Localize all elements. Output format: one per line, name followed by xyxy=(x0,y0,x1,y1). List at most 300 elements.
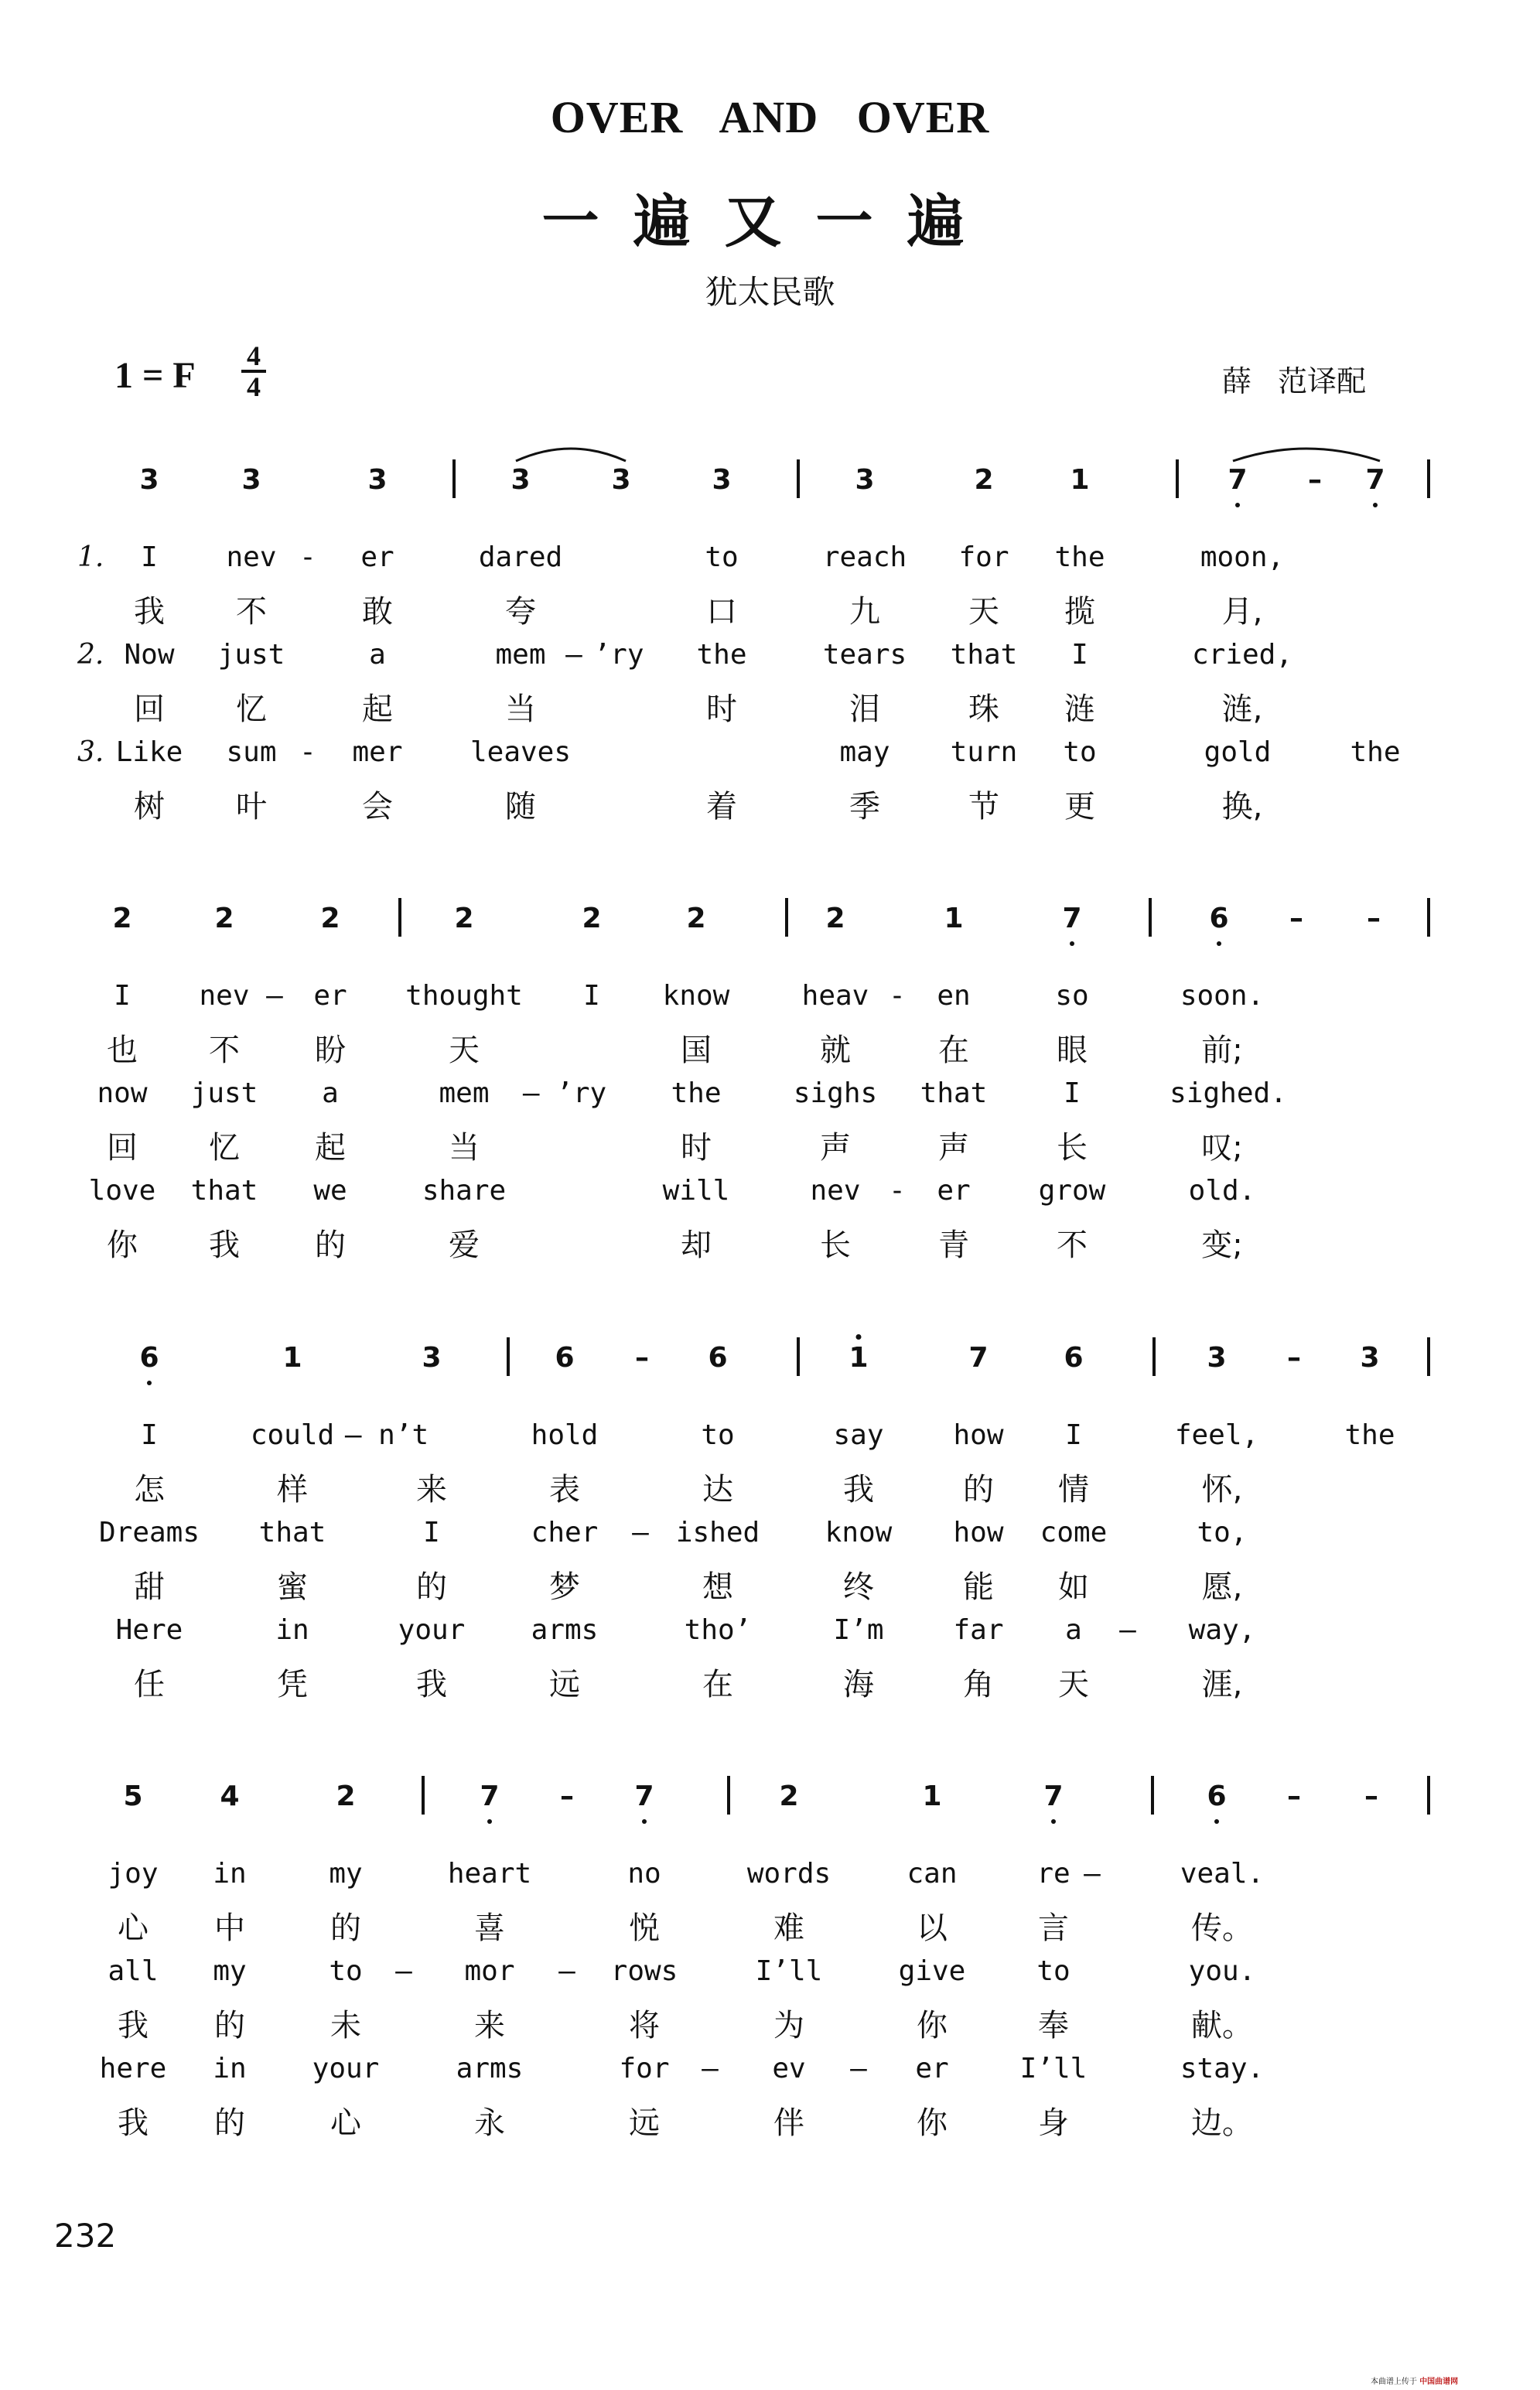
lyric-cn: 言 xyxy=(1038,1910,1069,1946)
lyric-en: thought xyxy=(405,980,523,1012)
lyric-cn: 时 xyxy=(706,691,737,727)
lyric-cn: 蜜 xyxy=(277,1569,308,1605)
song-title-english: OVER AND OVER xyxy=(550,92,990,142)
lyric-en: Dreams xyxy=(98,1517,200,1548)
lyric-en: know xyxy=(825,1517,893,1548)
lyric-cn: 树 xyxy=(134,789,165,825)
lyric-cn: 表 xyxy=(549,1472,580,1507)
lyric-cn: 我 xyxy=(118,2105,149,2141)
octave-dot-low xyxy=(1235,503,1240,507)
lyric-cn: 远 xyxy=(549,1667,580,1702)
lyric-cn: 声 xyxy=(938,1130,969,1166)
lyric-en: - xyxy=(889,980,906,1012)
lyric-en: – xyxy=(266,980,283,1012)
lyric-en: – xyxy=(850,2053,867,2084)
lyric-cn: 也 xyxy=(107,1033,138,1068)
lyric-en: sighs xyxy=(793,1077,878,1109)
lyric-en: I xyxy=(141,1419,158,1451)
lyric-en: nev xyxy=(810,1175,861,1207)
song-origin: 犹太民歌 xyxy=(705,273,835,311)
lyric-en: turn xyxy=(950,736,1018,768)
lyric-cn: 你 xyxy=(917,2008,948,2043)
note: 6 xyxy=(1207,1781,1227,1812)
lyric-en: a xyxy=(369,639,386,671)
lyric-cn: 月, xyxy=(1221,594,1263,630)
lyric-en: the xyxy=(696,639,747,671)
lyric-en: – xyxy=(395,1955,412,1987)
lyric-cn: 角 xyxy=(963,1667,994,1702)
lyric-en: Now xyxy=(124,639,175,671)
lyric-en: – xyxy=(702,2053,719,2084)
upload-footer xyxy=(1371,2375,1458,2386)
note: 2 xyxy=(336,1781,356,1812)
note: 3 xyxy=(1207,1342,1227,1374)
lyric-cn: 起 xyxy=(362,691,393,727)
lyric-cn: 忆 xyxy=(236,691,267,727)
lyric-en: - xyxy=(889,1175,906,1207)
lyric-en: heav xyxy=(801,980,869,1012)
lyric-cn: 的 xyxy=(330,1910,361,1946)
lyric-en: so xyxy=(1055,980,1089,1012)
lyric-cn: 珠 xyxy=(968,691,999,727)
note: 2 xyxy=(779,1781,799,1812)
lyric-en: just xyxy=(190,1077,258,1109)
lyric-cn: 你 xyxy=(107,1227,138,1263)
lyric-en: I’ll xyxy=(1019,2053,1088,2084)
note: 3 xyxy=(712,464,732,496)
lyric-cn: 声 xyxy=(820,1130,851,1166)
barline xyxy=(1427,1337,1430,1376)
lyric-en: veal. xyxy=(1180,1858,1265,1890)
barline xyxy=(422,1776,425,1815)
note: 1 xyxy=(849,1342,869,1374)
lyric-en: how xyxy=(953,1517,1004,1548)
lyric-cn: 将 xyxy=(629,2008,660,2043)
lyric-en: love xyxy=(88,1175,156,1207)
lyric-cn: 悦 xyxy=(629,1910,660,1946)
lyric-cn: 更 xyxy=(1064,789,1095,825)
lyric-en: could xyxy=(250,1419,335,1451)
lyric-cn: 以 xyxy=(917,1910,948,1946)
barline xyxy=(1176,459,1179,498)
note: 3 xyxy=(855,464,875,496)
lyric-en: gold xyxy=(1204,736,1272,768)
note: 2 xyxy=(112,903,132,934)
lyric-cn: 想 xyxy=(702,1569,733,1605)
lyric-en: we xyxy=(313,1175,347,1207)
lyric-cn: 怀, xyxy=(1201,1472,1243,1507)
footer-brand: 中国曲谱网 xyxy=(1419,2378,1459,2386)
lyric-en: just xyxy=(217,639,285,671)
lyric-en: how xyxy=(953,1419,1004,1451)
lyric-en: the xyxy=(1054,541,1105,573)
lyric-en: may xyxy=(839,736,890,768)
lyric-en: way, xyxy=(1188,1614,1256,1646)
lyric-cn: 当 xyxy=(449,1130,480,1166)
note: 6 xyxy=(1209,903,1229,934)
note: 6 xyxy=(708,1342,728,1374)
lyric-en: – xyxy=(565,639,582,671)
lyric-en: a xyxy=(322,1077,339,1109)
lyric-en: – xyxy=(558,1955,575,1987)
note: 4 xyxy=(220,1781,240,1812)
lyric-en: mem xyxy=(439,1077,490,1109)
lyric-en: er xyxy=(313,980,347,1012)
lyric-cn: 中 xyxy=(214,1910,245,1946)
slur xyxy=(1230,441,1383,464)
note: 3 xyxy=(139,464,159,496)
barline xyxy=(785,898,788,937)
note: 3 xyxy=(611,464,631,496)
lyric-en: I’ll xyxy=(755,1955,823,1987)
lyric-en: heart xyxy=(447,1858,532,1890)
note: 6 xyxy=(1064,1342,1084,1374)
note: 3 xyxy=(367,464,388,496)
lyric-en: share xyxy=(422,1175,507,1207)
octave-dot-low xyxy=(147,1381,152,1385)
lyric-en: your xyxy=(398,1614,466,1646)
lyric-en: soon. xyxy=(1180,980,1265,1012)
lyric-en: that xyxy=(190,1175,258,1207)
lyric-en: that xyxy=(950,639,1018,671)
lyric-en: in xyxy=(213,2053,247,2084)
lyric-cn: 夸 xyxy=(505,594,536,630)
note: 2 xyxy=(686,903,706,934)
note: 2 xyxy=(214,903,234,934)
lyric-cn: 不 xyxy=(1057,1227,1088,1263)
note: – xyxy=(560,1781,574,1812)
footer-note: 本曲谱上传于 xyxy=(1371,2378,1417,2386)
lyric-en: here xyxy=(99,2053,167,2084)
lyric-cn: 忆 xyxy=(209,1130,240,1166)
lyric-en: I xyxy=(1065,1419,1082,1451)
lyric-en: say xyxy=(833,1419,884,1451)
lyric-en: the xyxy=(671,1077,722,1109)
lyric-en: tears xyxy=(822,639,907,671)
lyric-en: er xyxy=(360,541,394,573)
time-signature-top: 4 xyxy=(247,340,261,371)
lyric-cn: 我 xyxy=(416,1667,447,1702)
lyric-en: the xyxy=(1344,1419,1395,1451)
lyric-en: give xyxy=(898,1955,966,1987)
barline xyxy=(797,1337,800,1376)
lyric-en: I xyxy=(423,1517,440,1548)
lyric-cn: 传。 xyxy=(1191,1910,1253,1946)
lyric-en: to xyxy=(1036,1955,1070,1987)
lyric-en: all xyxy=(108,1955,159,1987)
lyric-cn: 怎 xyxy=(134,1472,165,1507)
lyric-cn: 海 xyxy=(843,1667,874,1702)
lyric-cn: 边。 xyxy=(1191,2105,1253,2141)
lyric-cn: 却 xyxy=(681,1227,712,1263)
lyric-cn: 凭 xyxy=(277,1667,308,1702)
note: – xyxy=(1289,903,1303,934)
lyric-cn: 叶 xyxy=(236,789,267,825)
lyric-en: can xyxy=(907,1858,958,1890)
lyric-cn: 泪 xyxy=(849,691,880,727)
lyric-en: to xyxy=(701,1419,735,1451)
lyric-en: cher xyxy=(531,1517,599,1548)
lyric-cn: 长 xyxy=(820,1227,851,1263)
barline xyxy=(452,459,456,498)
lyric-en: mor xyxy=(464,1955,515,1987)
lyric-cn: 回 xyxy=(134,691,165,727)
lyric-en: to xyxy=(705,541,739,573)
time-signature xyxy=(238,340,269,402)
lyric-cn: 长 xyxy=(1057,1130,1088,1166)
barline xyxy=(1427,459,1430,498)
lyric-en: Here xyxy=(115,1614,183,1646)
lyric-en: - xyxy=(299,541,316,573)
lyric-cn: 远 xyxy=(629,2105,660,2141)
lyric-en: er xyxy=(937,1175,971,1207)
lyric-en: grow xyxy=(1038,1175,1106,1207)
lyric-cn: 来 xyxy=(474,2008,505,2043)
lyric-en: feel, xyxy=(1174,1419,1259,1451)
lyric-cn: 变; xyxy=(1201,1227,1243,1263)
lyric-en: sighed. xyxy=(1170,1077,1287,1109)
octave-dot-high xyxy=(856,1334,862,1340)
lyric-en: I xyxy=(1071,639,1088,671)
lyric-cn: 难 xyxy=(773,1910,804,1946)
lyric-en: – n’t xyxy=(344,1419,429,1451)
slur xyxy=(513,441,629,464)
verse-number: 2. xyxy=(77,639,104,671)
lyric-cn: 时 xyxy=(681,1130,712,1166)
lyric-cn: 换, xyxy=(1221,789,1263,825)
verse-number: 3. xyxy=(77,736,104,768)
lyric-en: hold xyxy=(531,1419,599,1451)
lyric-en: ev xyxy=(772,2053,806,2084)
lyric-cn: 天 xyxy=(1058,1667,1089,1702)
lyric-en: leaves xyxy=(470,736,572,768)
lyric-en: cried, xyxy=(1191,639,1293,671)
lyric-cn: 盼 xyxy=(315,1033,346,1068)
lyric-en: – ’ry xyxy=(522,1077,607,1109)
note: 3 xyxy=(510,464,531,496)
lyric-cn: 的 xyxy=(315,1227,346,1263)
note: – xyxy=(1367,903,1381,934)
note: 6 xyxy=(139,1342,159,1374)
lyric-cn: 献。 xyxy=(1191,2008,1253,2043)
lyric-en: ’ry xyxy=(593,639,644,671)
lyric-cn: 起 xyxy=(315,1130,346,1166)
lyric-en: stay. xyxy=(1180,2053,1265,2084)
lyric-cn: 叹; xyxy=(1201,1130,1243,1166)
barline xyxy=(398,898,401,937)
octave-dot-low xyxy=(1070,941,1074,946)
lyric-en: – xyxy=(1119,1614,1136,1646)
lyric-en: to, xyxy=(1197,1517,1248,1548)
lyric-en: that xyxy=(258,1517,326,1548)
octave-dot-low xyxy=(642,1819,647,1824)
lyric-cn: 随 xyxy=(505,789,536,825)
note: 7 xyxy=(1062,903,1082,934)
lyric-cn: 国 xyxy=(681,1033,712,1068)
arranger-credit: 薛 范译配 xyxy=(1222,364,1367,398)
lyric-en: I xyxy=(583,980,600,1012)
lyric-en: I’m xyxy=(833,1614,884,1646)
lyric-cn: 甜 xyxy=(134,1569,165,1605)
lyric-cn: 未 xyxy=(330,2008,361,2043)
lyric-en: words xyxy=(746,1858,831,1890)
lyric-cn: 来 xyxy=(416,1472,447,1507)
octave-dot-low xyxy=(1051,1819,1056,1824)
lyric-en: for xyxy=(958,541,1009,573)
lyric-cn: 节 xyxy=(968,789,999,825)
time-signature-bottom: 4 xyxy=(247,371,261,402)
lyric-en: a xyxy=(1065,1614,1082,1646)
song-title-chinese: 一遍又一遍 xyxy=(541,189,999,255)
lyric-cn: 眼 xyxy=(1057,1033,1088,1068)
note: 2 xyxy=(454,903,474,934)
lyric-cn: 任 xyxy=(134,1667,165,1702)
lyric-en: er xyxy=(915,2053,949,2084)
lyric-en: in xyxy=(275,1614,309,1646)
lyric-en: to xyxy=(1063,736,1097,768)
lyric-en: mer xyxy=(352,736,403,768)
lyric-en: en xyxy=(937,980,971,1012)
note: 1 xyxy=(922,1781,942,1812)
lyric-en: come xyxy=(1040,1517,1108,1548)
lyric-cn: 敢 xyxy=(362,594,393,630)
lyric-en: moon, xyxy=(1200,541,1285,573)
lyric-cn: 奉 xyxy=(1038,2008,1069,2043)
lyric-cn: 身 xyxy=(1038,2105,1069,2141)
note: 2 xyxy=(825,903,845,934)
lyric-cn: 天 xyxy=(968,594,999,630)
lyric-en: my xyxy=(213,1955,247,1987)
lyric-en: the xyxy=(1350,736,1401,768)
lyric-cn: 爱 xyxy=(449,1227,480,1263)
octave-dot-low xyxy=(487,1819,492,1824)
lyric-en: my xyxy=(329,1858,363,1890)
lyric-cn: 会 xyxy=(362,789,393,825)
lyric-cn: 在 xyxy=(702,1667,733,1702)
barline xyxy=(1152,1337,1156,1376)
lyric-cn: 涟, xyxy=(1221,691,1263,727)
lyric-cn: 的 xyxy=(416,1569,447,1605)
lyric-cn: 青 xyxy=(938,1227,969,1263)
page-number: 232 xyxy=(54,2217,117,2255)
lyric-cn: 涯, xyxy=(1201,1667,1243,1702)
lyric-en: reach xyxy=(822,541,907,573)
lyric-cn: 涟 xyxy=(1064,691,1095,727)
note: 7 xyxy=(634,1781,654,1812)
lyric-en: arms xyxy=(531,1614,599,1646)
lyric-en: in xyxy=(213,1858,247,1890)
lyric-en: dared xyxy=(478,541,563,573)
lyric-en: rows xyxy=(610,1955,678,1987)
lyric-en: I xyxy=(114,980,131,1012)
barline xyxy=(1149,898,1152,937)
octave-dot-low xyxy=(1214,1819,1219,1824)
lyric-cn: 心 xyxy=(118,1910,149,1946)
note: 7 xyxy=(1365,464,1385,496)
lyric-en: I xyxy=(141,541,158,573)
barline xyxy=(507,1337,510,1376)
lyric-en: nev xyxy=(226,541,277,573)
lyric-cn: 前; xyxy=(1201,1033,1243,1068)
note: 3 xyxy=(1360,1342,1380,1374)
lyric-en: that xyxy=(920,1077,988,1109)
note: 3 xyxy=(241,464,261,496)
note: 7 xyxy=(968,1342,989,1374)
lyric-en: sum xyxy=(226,736,277,768)
octave-dot-low xyxy=(1217,941,1221,946)
lyric-cn: 永 xyxy=(474,2105,505,2141)
lyric-en: - xyxy=(299,736,316,768)
lyric-cn: 不 xyxy=(236,594,267,630)
note: – xyxy=(635,1342,649,1374)
lyric-en: now xyxy=(97,1077,148,1109)
barline xyxy=(1427,898,1430,937)
lyric-cn: 的 xyxy=(214,2105,245,2141)
lyric-en: mem xyxy=(495,639,546,671)
lyric-en: to xyxy=(329,1955,363,1987)
lyric-cn: 心 xyxy=(330,2105,361,2141)
lyric-cn: 我 xyxy=(209,1227,240,1263)
lyric-en: for xyxy=(619,2053,670,2084)
lyric-cn: 口 xyxy=(706,594,737,630)
lyric-en: joy xyxy=(108,1858,159,1890)
note: – xyxy=(1287,1781,1301,1812)
lyric-en: I xyxy=(1064,1077,1081,1109)
note: 3 xyxy=(422,1342,442,1374)
barline xyxy=(727,1776,730,1815)
lyric-en: nev xyxy=(199,980,250,1012)
lyric-cn: 终 xyxy=(843,1569,874,1605)
note: 7 xyxy=(480,1781,500,1812)
lyric-cn: 梦 xyxy=(549,1569,580,1605)
lyric-cn: 能 xyxy=(963,1569,994,1605)
lyric-cn: 我 xyxy=(134,594,165,630)
lyric-cn: 天 xyxy=(449,1033,480,1068)
lyric-cn: 的 xyxy=(214,2008,245,2043)
note: 6 xyxy=(555,1342,575,1374)
note: – xyxy=(1308,464,1322,496)
lyric-en: old. xyxy=(1188,1175,1256,1207)
verse-number: 1. xyxy=(77,541,104,573)
lyric-cn: 如 xyxy=(1058,1569,1089,1605)
lyric-cn: 样 xyxy=(277,1472,308,1507)
octave-dot-low xyxy=(1373,503,1378,507)
lyric-en: will xyxy=(662,1175,730,1207)
lyric-en: no xyxy=(627,1858,661,1890)
note: 7 xyxy=(1228,464,1248,496)
lyric-cn: 我 xyxy=(843,1472,874,1507)
lyric-cn: 我 xyxy=(118,2008,149,2043)
lyric-en: ished xyxy=(675,1517,760,1548)
lyric-en: your xyxy=(312,2053,380,2084)
lyric-cn: 九 xyxy=(849,594,880,630)
note: 1 xyxy=(1070,464,1090,496)
lyric-cn: 为 xyxy=(773,2008,804,2043)
lyric-en: arms xyxy=(456,2053,524,2084)
lyric-cn: 不 xyxy=(209,1033,240,1068)
note: – xyxy=(1364,1781,1378,1812)
note: 2 xyxy=(320,903,340,934)
lyric-cn: 的 xyxy=(963,1472,994,1507)
key-signature: 1 = F xyxy=(114,355,196,396)
note: – xyxy=(1287,1342,1301,1374)
lyric-en: re xyxy=(1036,1858,1070,1890)
note: 7 xyxy=(1043,1781,1064,1812)
lyric-cn: 季 xyxy=(849,789,880,825)
lyric-en: – xyxy=(1084,1858,1101,1890)
note: 2 xyxy=(974,464,994,496)
lyric-cn: 愿, xyxy=(1201,1569,1243,1605)
